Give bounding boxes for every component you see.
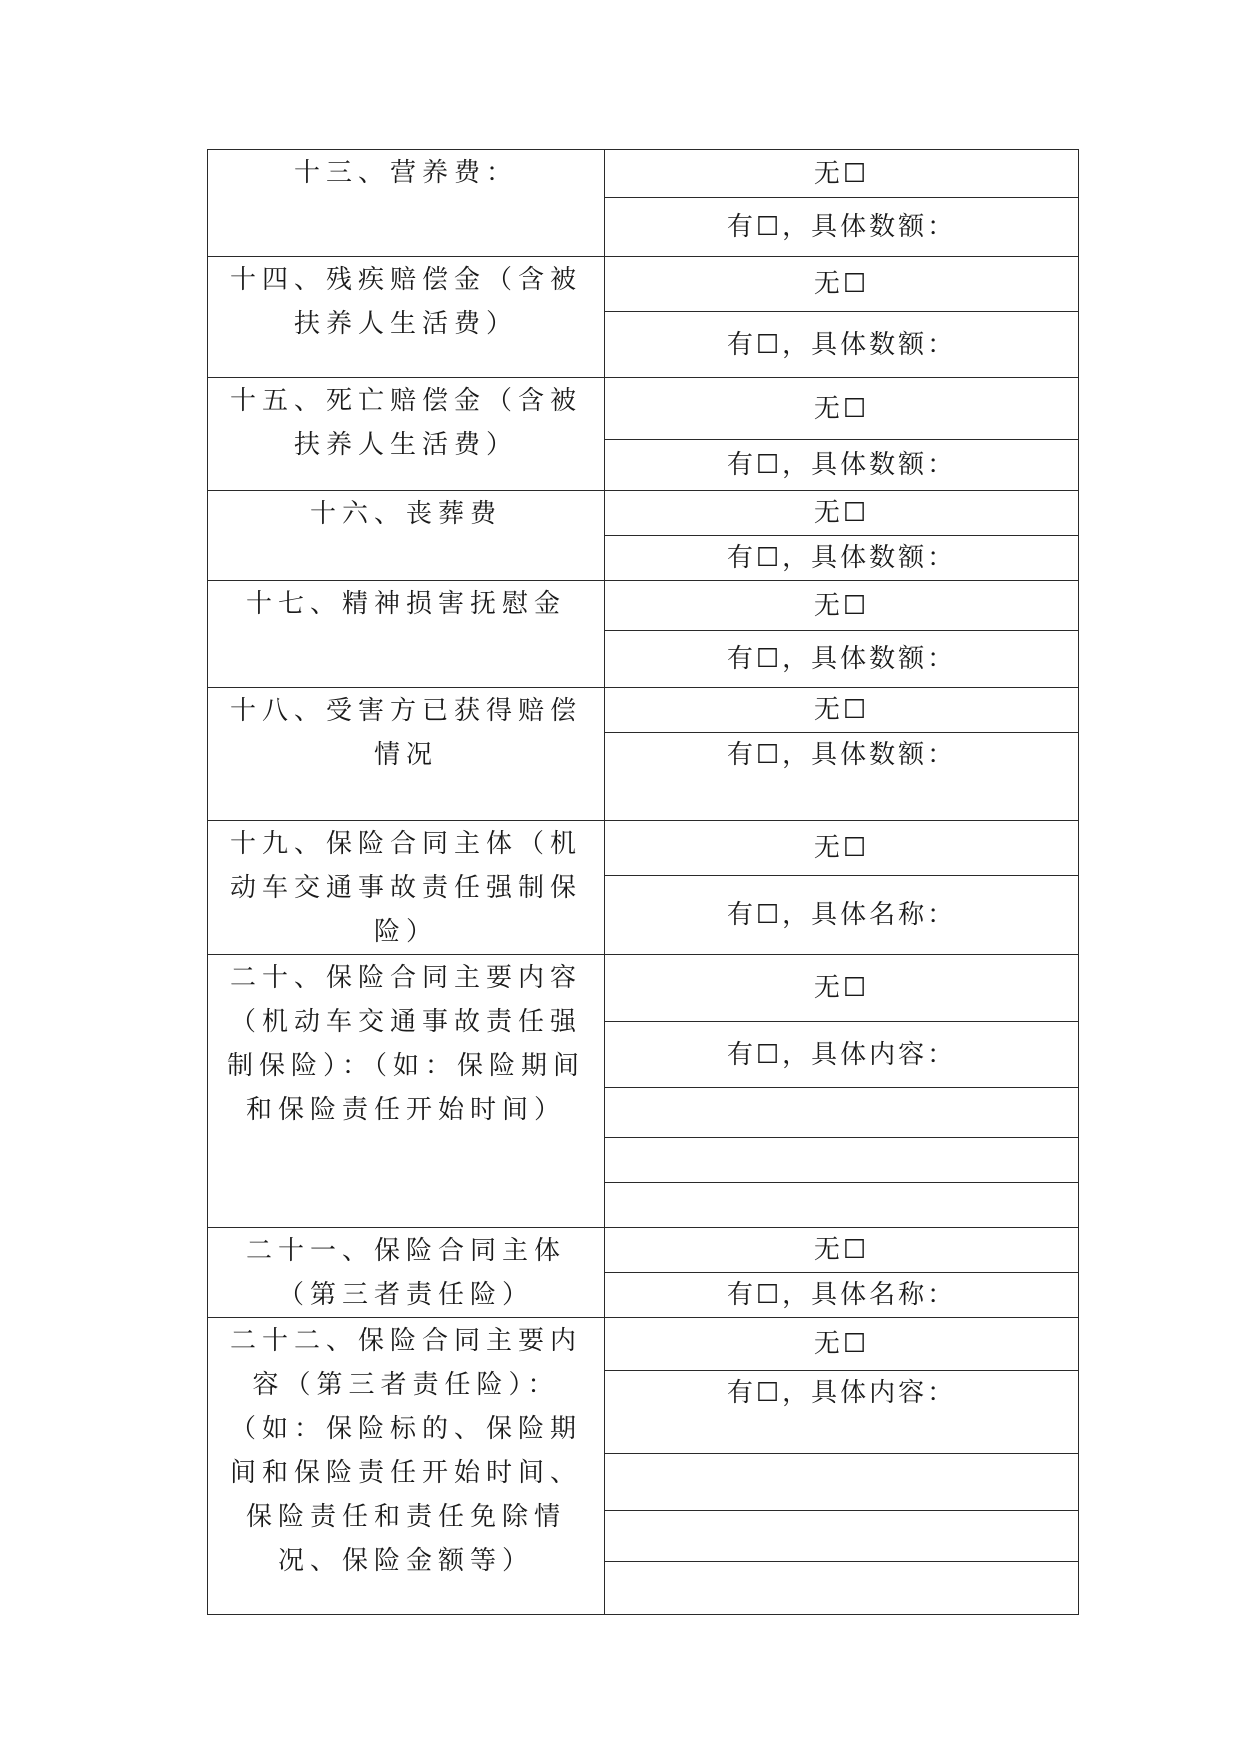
item-17-label: 十七、精神损害抚慰金 <box>208 581 605 688</box>
item-13-option-amount[interactable]: 有☐，具体数额： <box>605 198 1079 257</box>
item-21-option-none[interactable]: 无☐ <box>605 1228 1079 1273</box>
item-19-option-none[interactable]: 无☐ <box>605 821 1079 876</box>
item-22-blank-line[interactable] <box>605 1511 1079 1562</box>
item-15-option-amount[interactable]: 有☐，具体数额： <box>605 440 1079 491</box>
item-19-option-name[interactable]: 有☐，具体名称： <box>605 875 1079 954</box>
item-20-option-none[interactable]: 无☐ <box>605 955 1079 1022</box>
item-13-label: 十三、营养费： <box>208 150 605 257</box>
item-20-blank-line[interactable] <box>605 1183 1079 1228</box>
item-20-blank-line[interactable] <box>605 1088 1079 1138</box>
item-16-option-none[interactable]: 无☐ <box>605 491 1079 536</box>
item-18-option-amount[interactable]: 有☐，具体数额： <box>605 733 1079 821</box>
item-21-option-name[interactable]: 有☐，具体名称： <box>605 1273 1079 1318</box>
item-20-label: 二十、保险合同主要内容（机动车交通事故责任强制保险）：（如：保险期间和保险责任开始时间） <box>208 955 605 1228</box>
item-18-option-none[interactable]: 无☐ <box>605 688 1079 733</box>
item-17-option-amount[interactable]: 有☐，具体数额： <box>605 631 1079 688</box>
item-14-option-amount[interactable]: 有☐，具体数额： <box>605 312 1079 378</box>
item-13-option-none[interactable]: 无☐ <box>605 150 1079 198</box>
claim-items-table <box>207 149 1079 1615</box>
item-22-blank-line[interactable] <box>605 1562 1079 1615</box>
item-14-label: 十四、残疾赔偿金（含被扶养人生活费） <box>208 257 605 378</box>
item-17-option-none[interactable]: 无☐ <box>605 581 1079 631</box>
item-18-label: 十八、受害方已获得赔偿情况 <box>208 688 605 821</box>
item-21-label: 二十一、保险合同主体（第三者责任险） <box>208 1228 605 1318</box>
item-19-label: 十九、保险合同主体（机动车交通事故责任强制保险） <box>208 821 605 955</box>
item-20-blank-line[interactable] <box>605 1138 1079 1183</box>
item-15-label: 十五、死亡赔偿金（含被扶养人生活费） <box>208 378 605 491</box>
item-16-label: 十六、丧葬费 <box>208 491 605 581</box>
item-22-option-content[interactable]: 有☐，具体内容： <box>605 1371 1079 1454</box>
item-22-blank-line[interactable] <box>605 1454 1079 1511</box>
item-15-option-none[interactable]: 无☐ <box>605 378 1079 440</box>
item-16-option-amount[interactable]: 有☐，具体数额： <box>605 536 1079 581</box>
item-20-option-content[interactable]: 有☐，具体内容： <box>605 1022 1079 1088</box>
item-22-option-none[interactable]: 无☐ <box>605 1318 1079 1371</box>
item-14-option-none[interactable]: 无☐ <box>605 257 1079 312</box>
item-22-label: 二十二、保险合同主要内容（第三者责任险）：（如：保险标的、保险期间和保险责任开始时间、保险责任和责任免除情况、保险金额等） <box>208 1318 605 1615</box>
